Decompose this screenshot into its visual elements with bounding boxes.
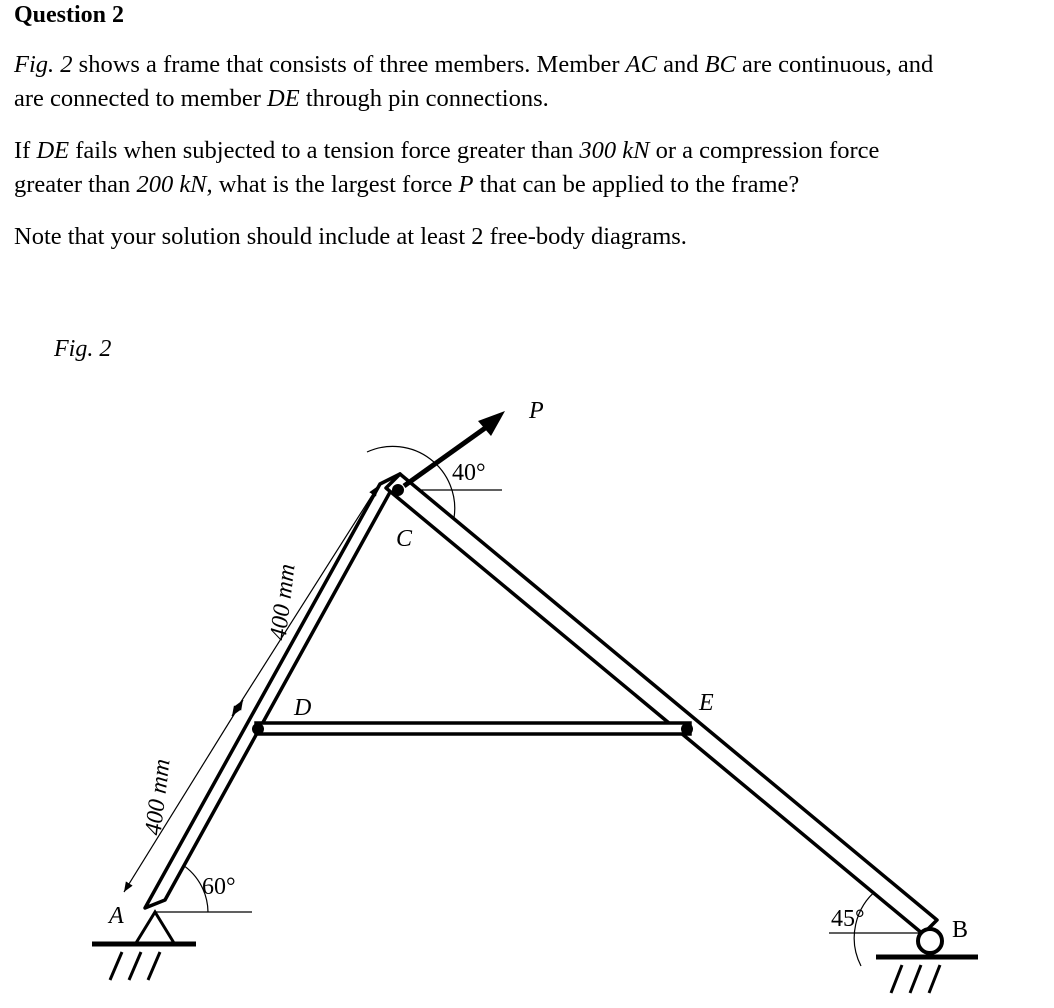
- text-run: shows a frame that consists of three members. Member: [72, 51, 626, 78]
- text-run: and: [656, 51, 705, 78]
- label-b: B: [952, 917, 969, 943]
- angle-c-label: 40°: [452, 460, 486, 486]
- text-run: are connected to member: [14, 85, 268, 112]
- text-run: that can be applied to the frame?: [473, 171, 800, 198]
- text-run: or a compression force: [649, 137, 880, 164]
- italic-text: 200 kN: [136, 171, 207, 198]
- question-title: Question 2: [14, 2, 125, 28]
- italic-text: P: [458, 171, 474, 198]
- pin-e: [681, 723, 693, 735]
- italic-text: BC: [704, 51, 736, 78]
- angle-a-label: 60°: [202, 874, 236, 900]
- dimension-label-upper: 400 mm: [265, 562, 301, 642]
- label-e: E: [699, 690, 714, 716]
- angle-b-label: 45°: [831, 906, 865, 932]
- text-run: fails when subjected to a tension force greater than: [69, 137, 580, 164]
- text-run: , what is the largest force: [206, 171, 459, 198]
- member-de: [256, 723, 690, 734]
- text-run: through pin connections.: [299, 85, 549, 112]
- dimension-line-upper: [232, 486, 378, 716]
- text-run: are continuous, and: [735, 51, 934, 78]
- italic-text: Fig. 2: [14, 51, 73, 78]
- italic-text: 300 kN: [579, 137, 650, 164]
- label-d: D: [294, 695, 312, 721]
- italic-text: DE: [267, 85, 300, 112]
- text-run: greater than: [14, 171, 137, 198]
- member-ac: [145, 474, 400, 908]
- label-c: C: [396, 526, 413, 552]
- italic-text: DE: [36, 137, 70, 164]
- support-a-pin: [92, 912, 196, 980]
- member-bc: [386, 474, 937, 934]
- label-a: A: [109, 903, 124, 929]
- pin-d: [252, 723, 264, 735]
- text-run: If: [14, 137, 37, 164]
- figure-label: Fig. 2: [54, 336, 112, 362]
- label-p: P: [529, 398, 544, 424]
- dimension-label-lower: 400 mm: [140, 757, 176, 837]
- text-run: Note that your solution should include at least 2 free-body diagrams.: [14, 223, 687, 250]
- italic-text: AC: [625, 51, 657, 78]
- pin-c: [392, 484, 404, 496]
